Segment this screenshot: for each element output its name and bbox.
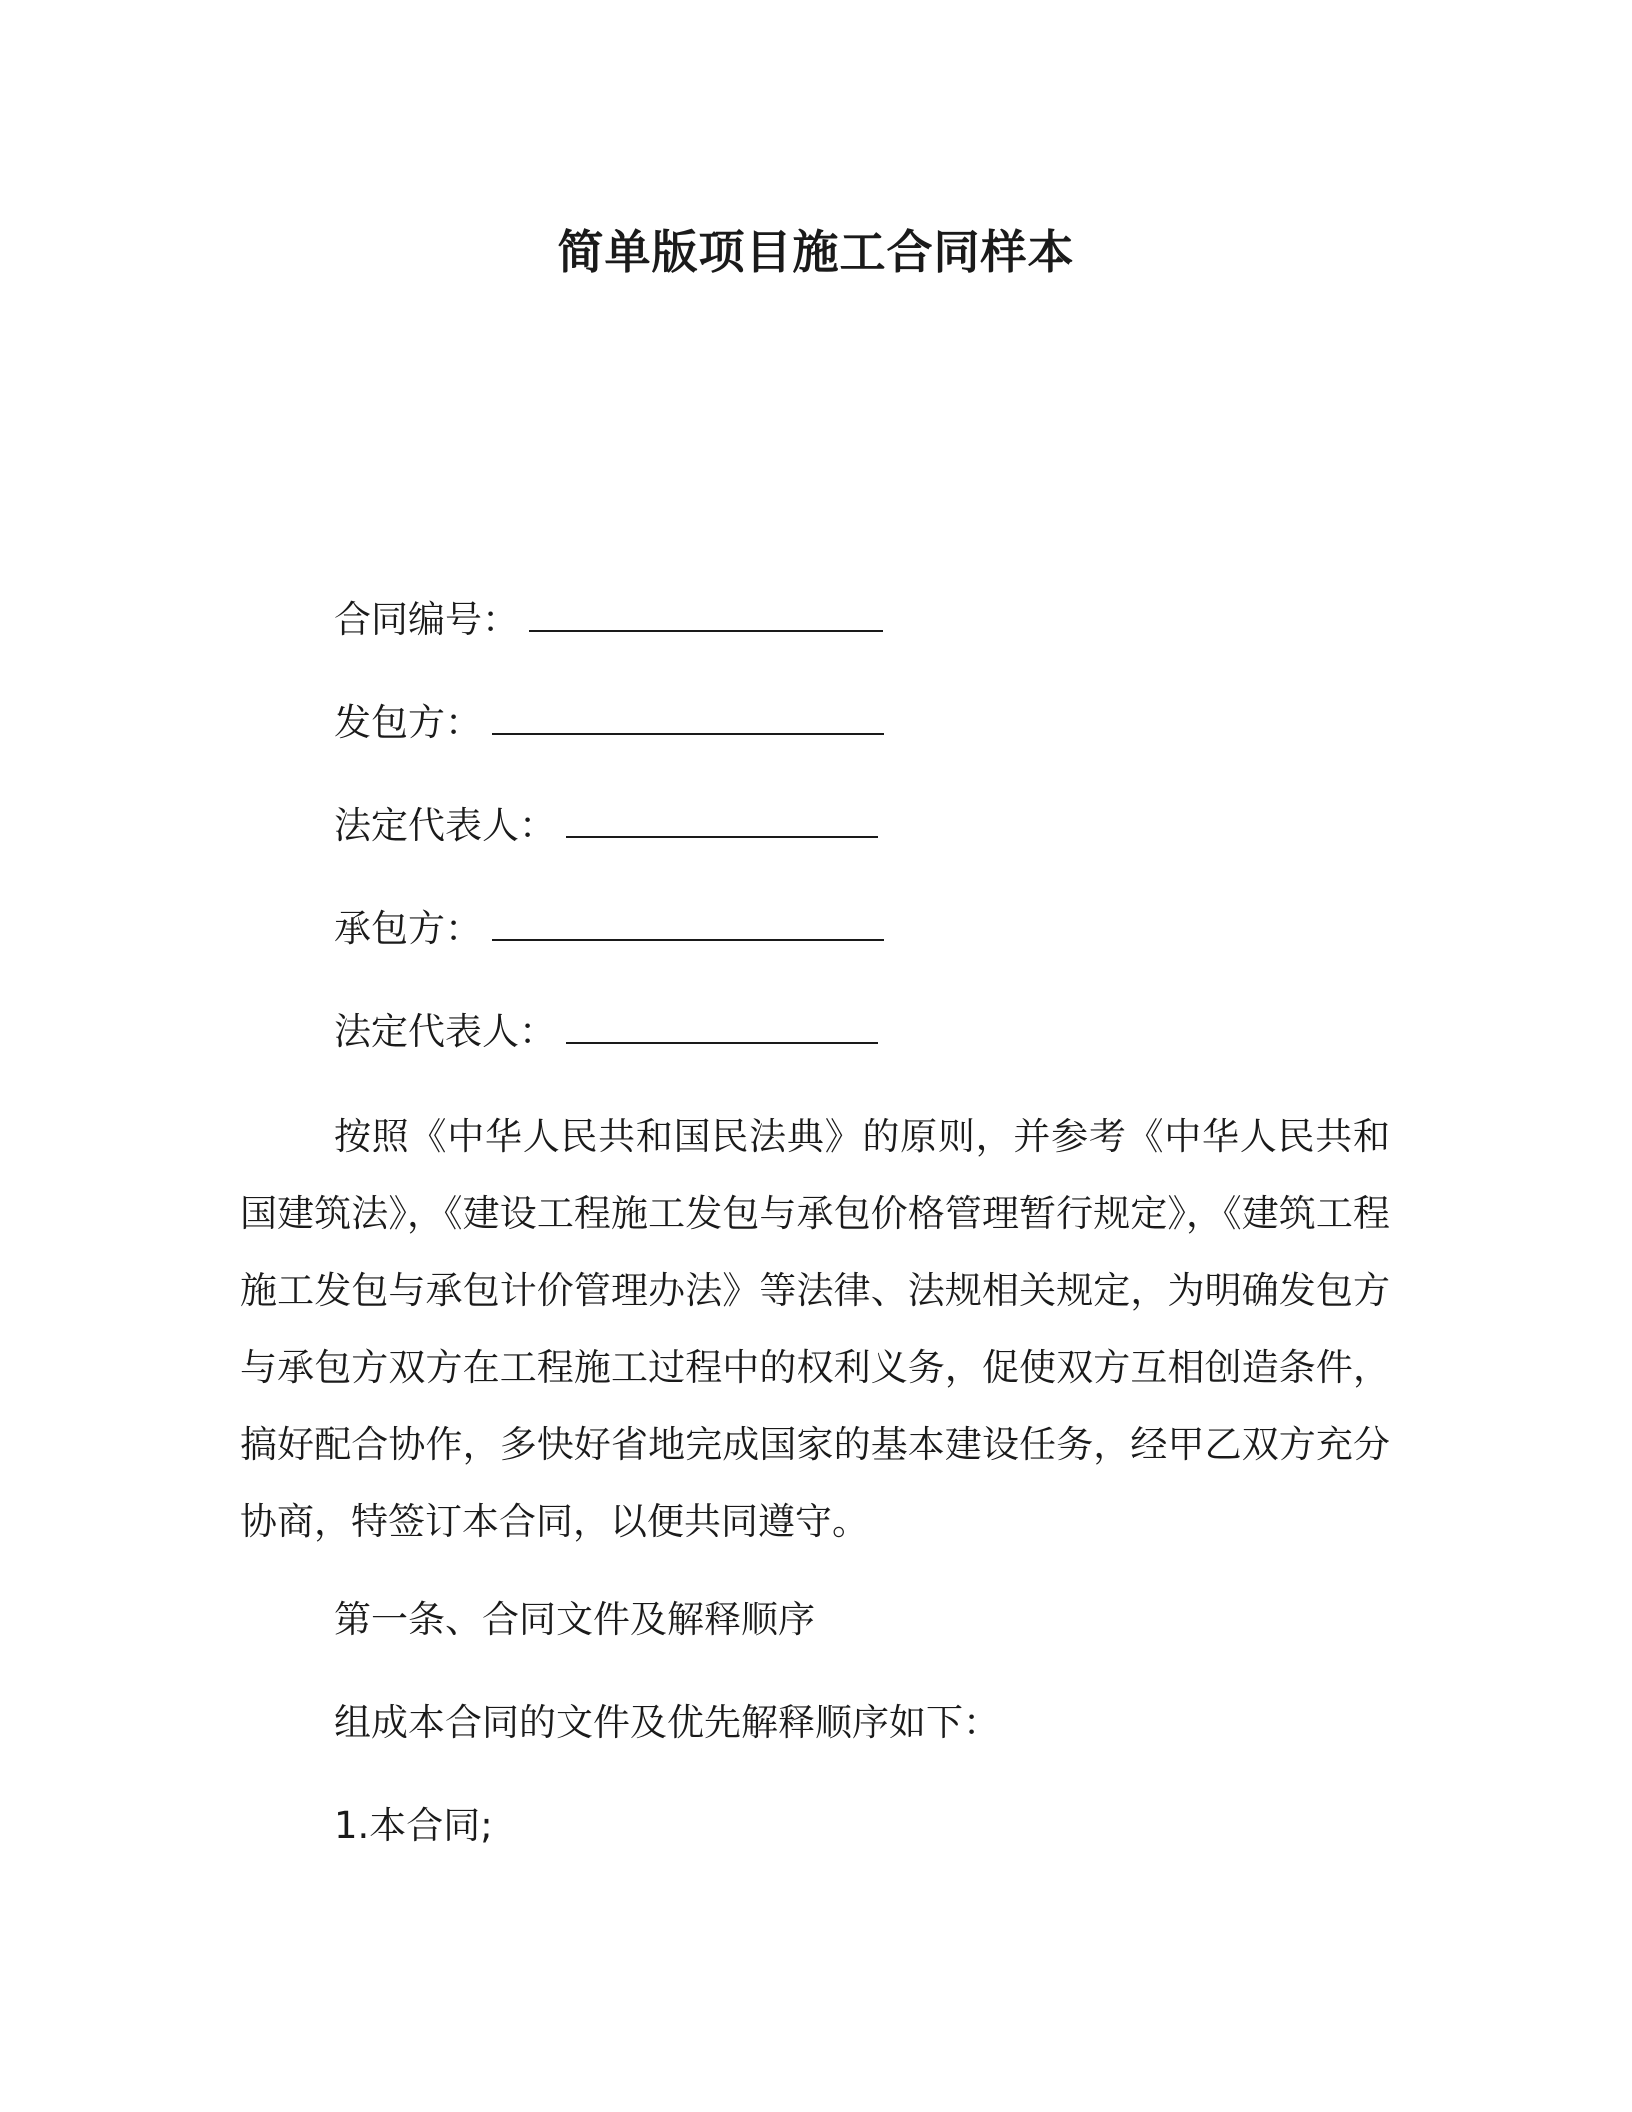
contractor-legal-rep-field — [334, 1006, 878, 1058]
fill-in-blank — [492, 909, 884, 941]
article-1-item-1: 1.本合同; — [334, 1804, 493, 1847]
employer-field — [334, 697, 884, 749]
contract-number-field — [334, 594, 883, 646]
contractor-field — [334, 903, 884, 955]
article-1-heading: 第一条、合同文件及解释顺序 — [334, 1598, 815, 1641]
field-label: 法定代表人： — [334, 804, 556, 847]
preamble-paragraph: 按照《中华人民共和国民法典》的原则，并参考《中华人民共和国建筑法》，《建设工程施工发包与承包价格管理暂行规定》，《建筑工程施工发包与承包计价管理办法》等法律、法规相关规定，为明确发包方与承包方双方在工程施工过程中的权利义务，促使双方互相创造条件，搞好配合协作，多快好省地完成国家的基本建设任务，经甲乙双方充分协商，特签订本合同，以便共同遵守。 — [240, 1115, 1390, 1543]
fill-in-blank — [566, 806, 878, 838]
fill-in-blank — [492, 703, 884, 735]
article-1-intro: 组成本合同的文件及优先解释顺序如下： — [334, 1701, 1000, 1744]
field-label: 合同编号： — [334, 598, 519, 641]
field-label: 承包方： — [334, 907, 482, 950]
document-title: 简单版项目施工合同样本 — [557, 225, 1075, 279]
employer-legal-rep-field — [334, 800, 878, 852]
field-label: 发包方： — [334, 701, 482, 744]
fill-in-blank — [529, 600, 883, 632]
field-label: 法定代表人： — [334, 1010, 556, 1053]
fill-in-blank — [566, 1012, 878, 1044]
